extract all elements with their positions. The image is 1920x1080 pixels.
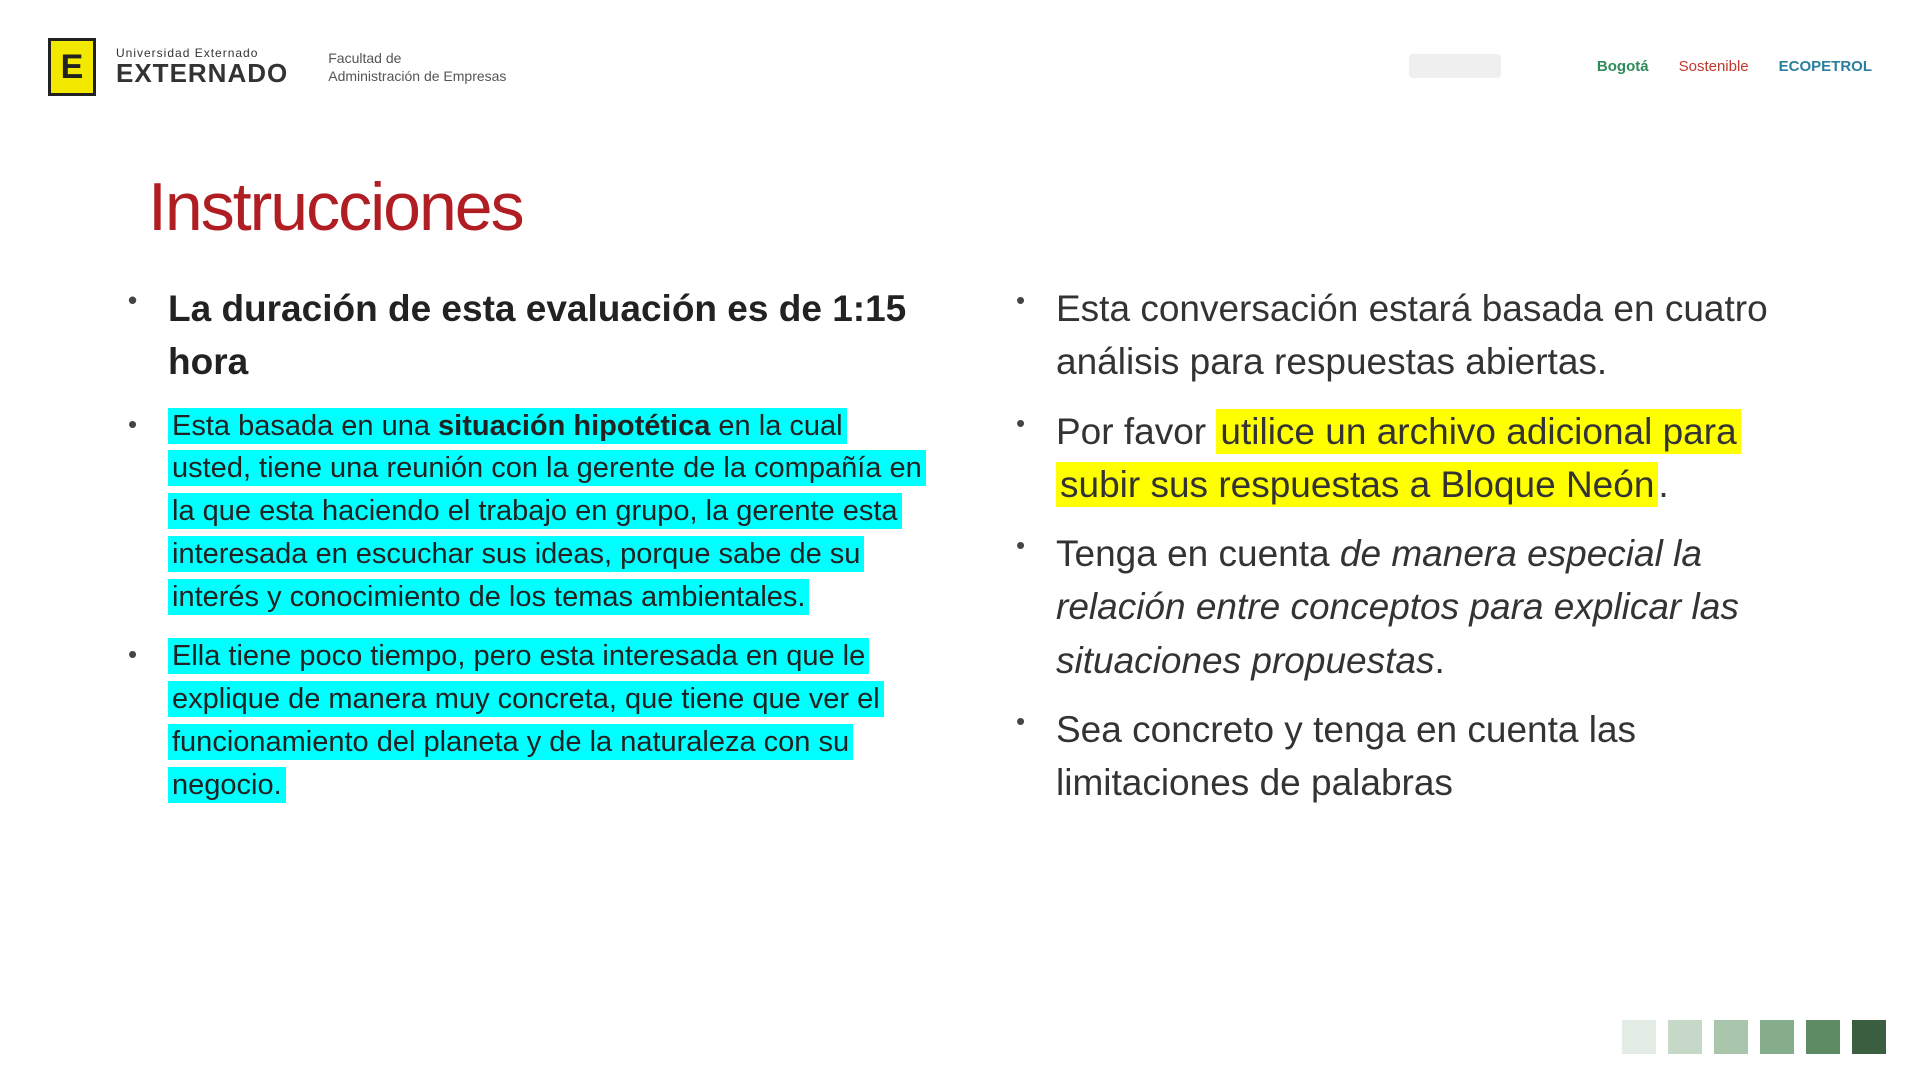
list-item <box>1016 527 1816 687</box>
university-logo-icon: E <box>48 38 96 96</box>
partner-logo-3: ECOPETROL <box>1778 57 1872 75</box>
list-item <box>128 405 928 620</box>
logo-block <box>48 38 506 96</box>
partner-logo-2: Sostenible <box>1678 57 1749 75</box>
scenario-text-c: en la cual usted, tiene una reunión con la gerente de la compañía en la que esta haciendo el trabajo en grupo, la gerente esta interesada en escuchar sus ideas, porque sabe de su interés y conocimiento de los temas ambientales. <box>172 409 922 614</box>
partner-logo-faint <box>1409 54 1501 78</box>
square-2 <box>1714 1020 1748 1054</box>
upload-highlight: utilice un archivo adicional para subir sus respuestas a Bloque Neón <box>1056 409 1741 507</box>
list-item <box>1016 282 1816 389</box>
university-name-line1: Universidad Externado <box>116 46 259 61</box>
scenario-text-a: Esta basada en una <box>172 409 439 442</box>
left-column <box>128 282 928 823</box>
duration-text: La duración de esta evaluación es de 1:15 hora <box>168 288 907 383</box>
relation-text-emphasis: de manera especial la relación entre conceptos para explicar las situaciones propuestas <box>1056 533 1739 681</box>
relation-text-a: Tenga en cuenta <box>1056 533 1340 575</box>
partner-logo-1: Bogotá <box>1596 57 1649 75</box>
upload-post: . <box>1658 463 1669 505</box>
slide-title: Instrucciones <box>148 169 523 245</box>
faculty-line2: Administración de Empresas <box>328 68 507 84</box>
partner-logos <box>1409 54 1876 78</box>
list-item <box>1016 405 1816 512</box>
square-0 <box>1622 1020 1656 1054</box>
square-5 <box>1852 1020 1886 1054</box>
relation-text-c: . <box>1434 639 1445 681</box>
square-4 <box>1806 1020 1840 1054</box>
concise-text: Sea concreto y tenga en cuenta las limitaciones de palabras <box>1056 708 1637 804</box>
faculty-line1: Facultad de <box>328 49 402 66</box>
faculty-name <box>328 49 506 85</box>
time-constraint-text: Ella tiene poco tiempo, pero esta interesada en que le explique de manera muy concreta, que tiene que ver el funcionamiento del planeta y de la naturaleza con su negocio. <box>168 638 884 803</box>
right-column <box>1016 282 1816 825</box>
list-item <box>1016 703 1816 810</box>
university-name <box>116 47 288 87</box>
university-name-line2: EXTERNADO <box>116 57 289 88</box>
analysis-text: Esta conversación estará basada en cuatro análisis para respuestas abiertas. <box>1056 288 1768 383</box>
right-bullet-list <box>1016 282 1816 809</box>
list-item <box>128 282 928 389</box>
left-bullet-list <box>128 282 928 807</box>
scenario-text <box>168 408 926 616</box>
scenario-text-bold: situación hipotética <box>438 409 711 442</box>
square-1 <box>1668 1020 1702 1054</box>
list-item <box>128 635 928 807</box>
decorative-squares <box>1622 1020 1886 1054</box>
square-3 <box>1760 1020 1794 1054</box>
upload-pre: Por favor <box>1056 410 1217 452</box>
